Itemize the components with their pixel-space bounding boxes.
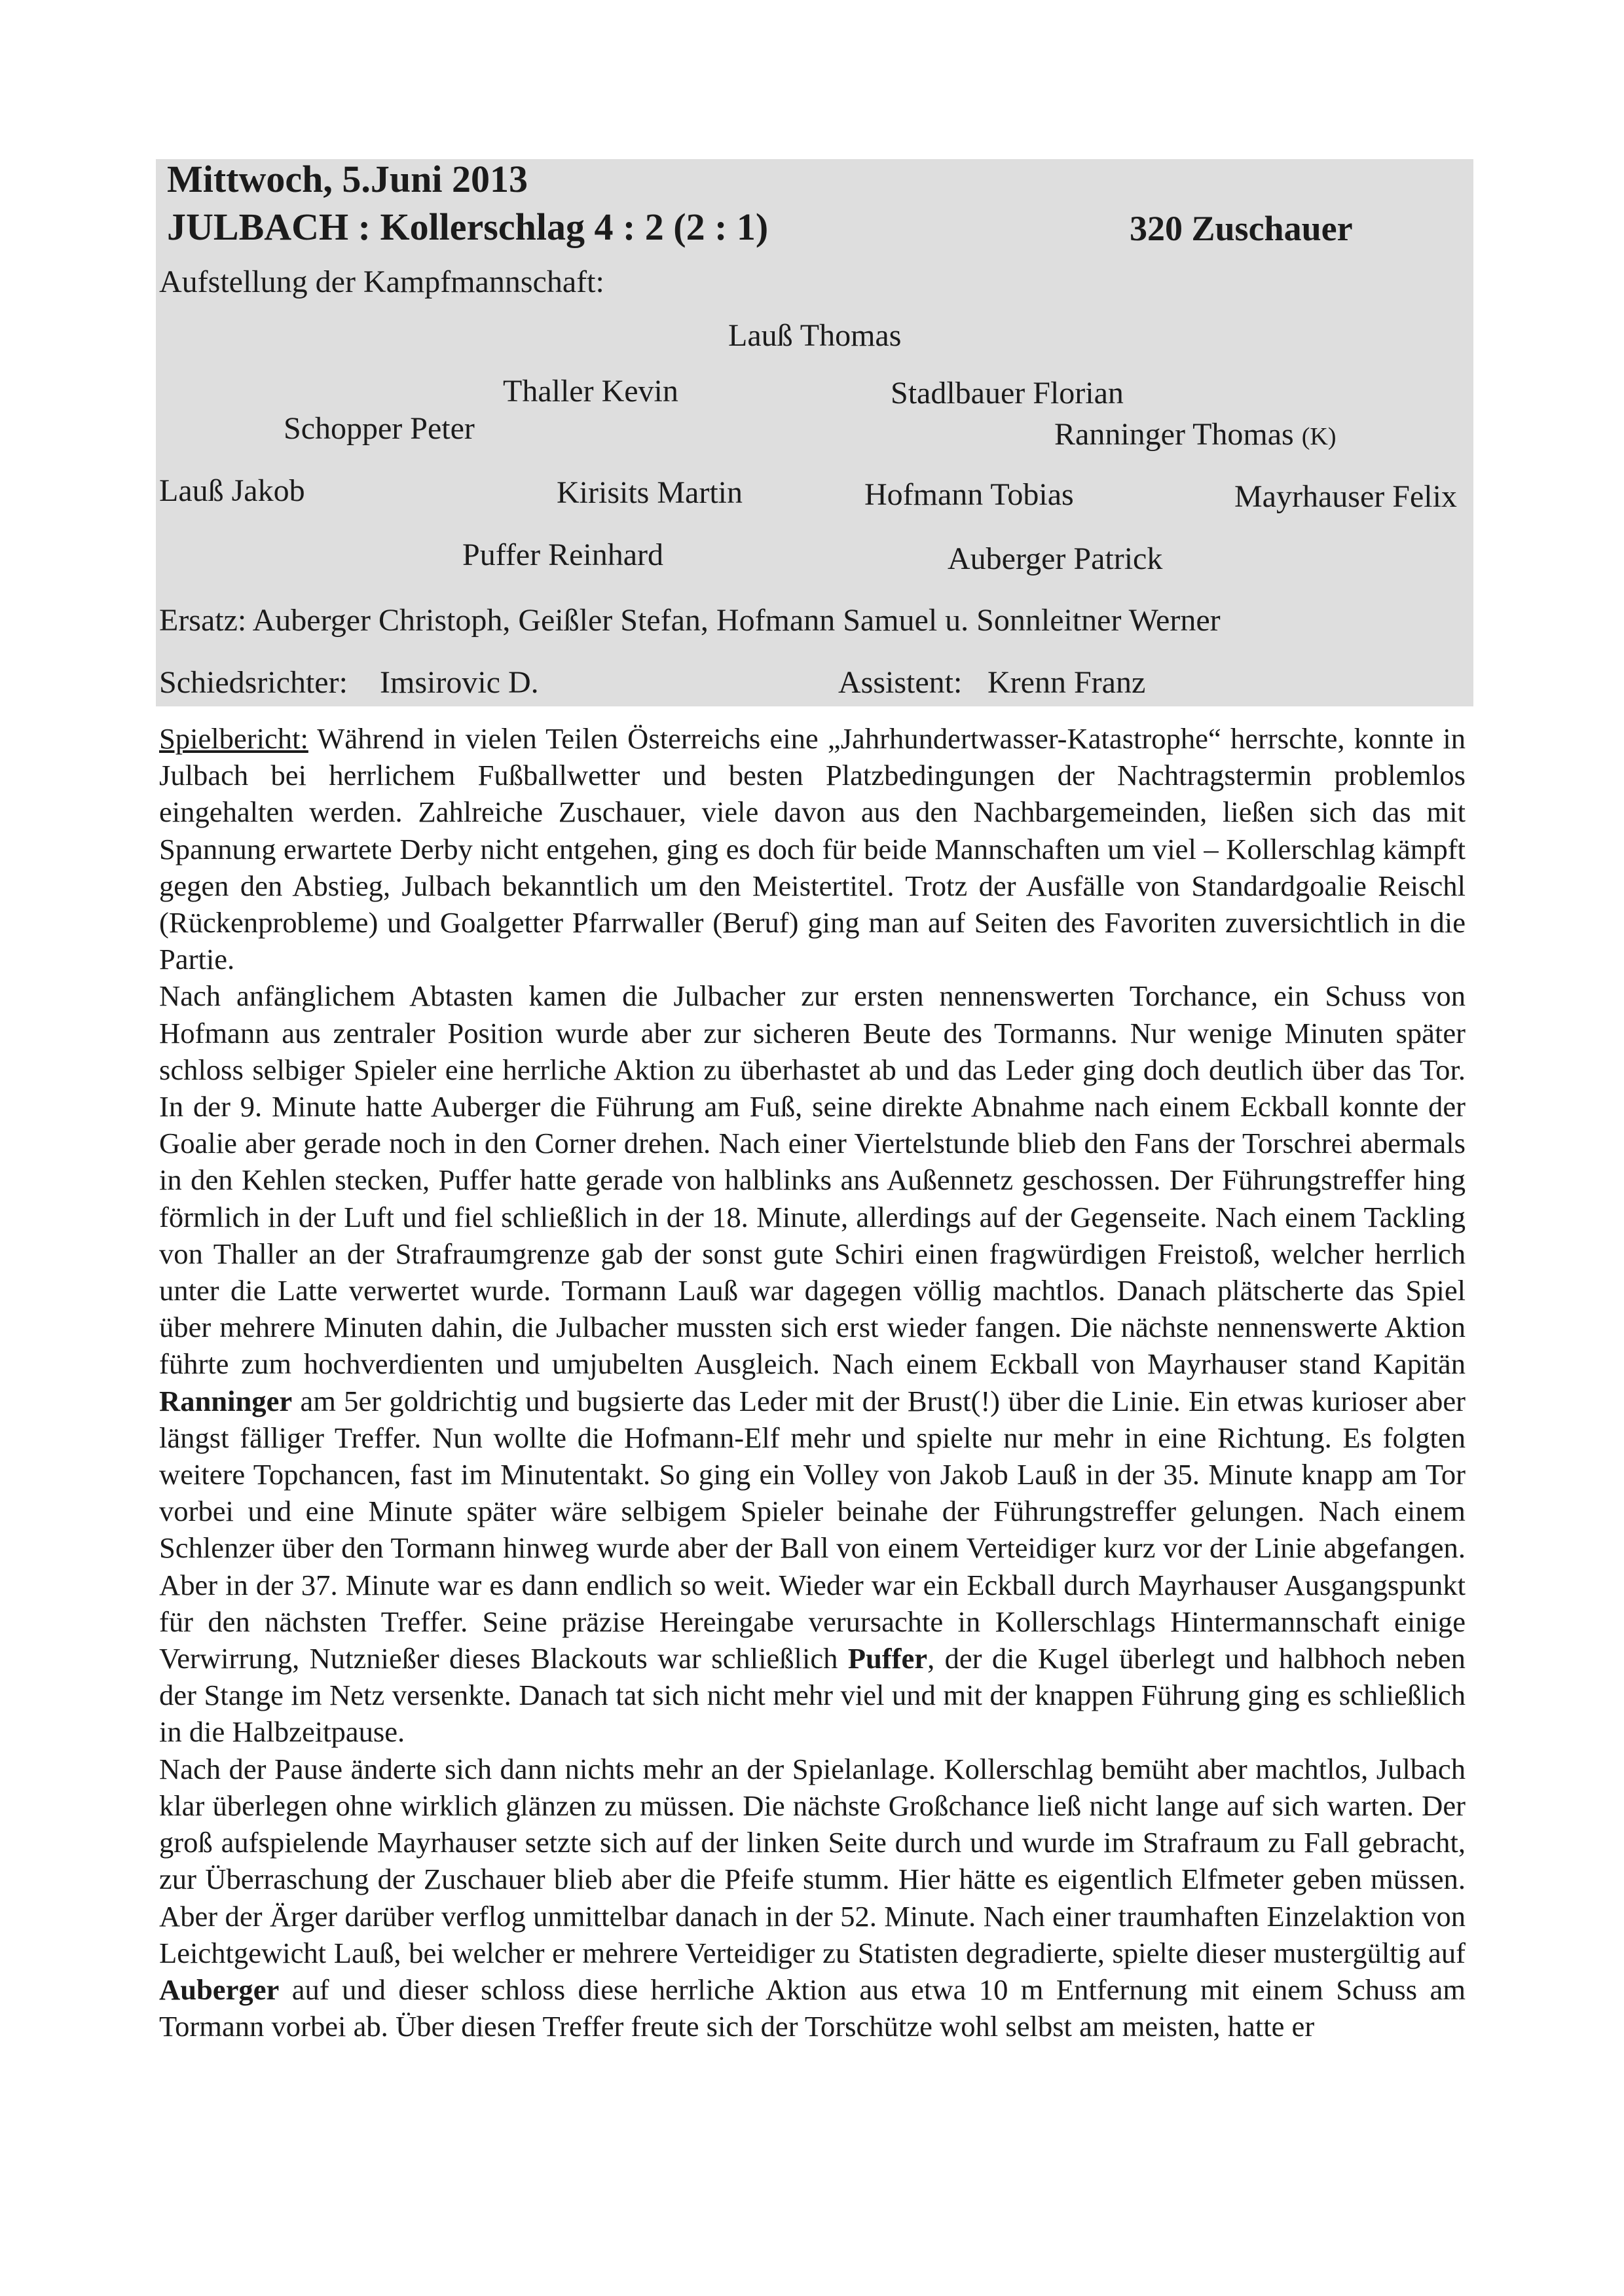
report-paragraph: Nach der Pause änderte sich dann nichts mehr an der Spielanlage. Kollerschlag bemüht aber machtlos, Julbach klar überlegen ohne wirklich glänzen zu müssen. Die nächste Großchance ließ nicht lange auf sich warten. Der groß aufspielende Mayrhauser setzte sich auf der linken Seite durch und wurde im Strafraum zu Fall gebracht, zur Überraschung der Zuschauer blieb aber die Pfeife stumm. Hier hätte es eigentlich Elfmeter geben müssen. Aber der Ärger darüber verflog unmittelbar danach in der 52. Minute. Nach einer traumhaften Einzelaktion von Leichtgewicht Lauß, bei welcher er mehrere Verteidiger zu Statisten degradierte, spielte dieser mustergültig auf Auberger auf und dieser schloss diese herrliche Aktion aus etwa 10 m Entfernung mit einem Schuss am Tormann vorbei ab. Über diesen Treffer freute sich der Torschütze wohl selbst am meisten, hatte er: [159, 1752, 1466, 2043]
scorer-name: Ranninger: [159, 1384, 293, 1417]
spectator-count: 320 Zuschauer: [1130, 209, 1353, 248]
assistant-label: Assistent:: [838, 665, 963, 700]
player-forward-right: Auberger Patrick: [948, 541, 1163, 576]
match-result: JULBACH : Kollerschlag 4 : 2 (2 : 1): [167, 206, 769, 248]
scorer-name: Puffer: [847, 1642, 928, 1675]
match-date: Mittwoch, 5.Juni 2013: [167, 158, 528, 200]
scorer-name: Auberger: [159, 1973, 280, 2006]
report-label: Spielbericht:: [159, 722, 308, 755]
player-goalkeeper: Lauß Thomas: [728, 318, 902, 353]
player-midfield-1: Lauß Jakob: [159, 473, 305, 508]
captain-mark: (K): [1301, 423, 1337, 450]
assistant-name: Krenn Franz: [987, 665, 1146, 700]
substitutes: Ersatz: Auberger Christoph, Geißler Stefan, Hofmann Samuel u. Sonnleitner Werner: [159, 603, 1221, 638]
player-midfield-3: Hofmann Tobias: [864, 477, 1074, 512]
player-midfield-2: Kirisits Martin: [557, 475, 743, 510]
player-forward-left: Puffer Reinhard: [462, 538, 664, 572]
player-defense-left-center: Thaller Kevin: [503, 374, 678, 409]
referee-name: Imsirovic D.: [380, 665, 539, 700]
player-defense-right: Ranninger Thomas (K): [1054, 417, 1337, 452]
referee-label: Schiedsrichter:: [159, 665, 348, 700]
match-report: [159, 720, 1466, 2045]
lineup-heading: Aufstellung der Kampfmannschaft:: [159, 264, 604, 299]
report-paragraph: Spielbericht: Während in vielen Teilen Österreichs eine „Jahrhundertwasser-Katastrophe“ herrschte, konnte in Julbach bei herrlichem Fußballwetter und besten Platzbedingungen der Nachtragstermin problemlos eingehalten werden. Zahlreiche Zuschauer, viele davon aus den Nachbargemeinden, ließen sich das mit Spannung erwartete Derby nicht entgehen, ging es doch für beide Mannschaften um viel – Kollerschlag kämpft gegen den Abstieg, Julbach bekanntlich um den Meistertitel. Trotz der Ausfälle von Standardgoalie Reischl (Rückenprobleme) und Goalgetter Pfarrwaller (Beruf) ging man auf Seiten des Favoriten zuversichtlich in die Partie.: [159, 722, 1466, 976]
player-midfield-4: Mayrhauser Felix: [1234, 479, 1457, 514]
report-paragraph: Nach anfänglichem Abtasten kamen die Julbacher zur ersten nennenswerten Torchance, ein Schuss von Hofmann aus zentraler Position wurde aber zur sicheren Beute des Tormanns. Nur wenige Minuten später schloss selbiger Spieler eine herrliche Aktion zu überhastet ab und das Leder ging doch deutlich über das Tor. In der 9. Minute hatte Auberger die Führung am Fuß, seine direkte Abnahme nach einem Eckball konnte der Goalie aber gerade noch in den Corner drehen. Nach einer Viertelstunde blieb den Fans der Torschrei abermals in den Kehlen stecken, Puffer hatte gerade von halblinks ans Außennetz geschossen. Der Führungstreffer hing förmlich in der Luft und fiel schließlich in der 18. Minute, allerdings auf der Gegenseite. Nach einem Tackling von Thaller an der Strafraumgrenze gab der sonst gute Schiri einen fragwürdigen Freistoß, welcher herrlich unter die Latte verwertet wurde. Tormann Lauß war dagegen völlig machtlos. Danach plätscherte das Spiel über mehrere Minuten dahin, die Julbacher mussten sich erst wieder fangen. Die nächste nennenswerte Aktion führte zum hochverdienten und umjubelten Ausgleich. Nach einem Eckball von Mayrhauser stand Kapitän Ranninger am 5er goldrichtig und bugsierte das Leder mit der Brust(!) über die Linie. Ein etwas kurioser aber längst fälliger Treffer. Nun wollte die Hofmann-Elf mehr und spielte nur mehr in eine Richtung. Es folgten weitere Topchancen, fast im Minutentakt. So ging ein Volley von Jakob Lauß in der 35. Minute knapp am Tor vorbei und eine Minute später wäre selbigem Spieler beinahe der Führungstreffer gelungen. Nach einem Schlenzer über den Tormann hinweg wurde aber der Ball von einem Verteidiger kurz vor der Linie abgefangen. Aber in der 37. Minute war es dann endlich so weit. Wieder war ein Eckball durch Mayrhauser Ausgangspunkt für den nächsten Treffer. Seine präzise Hereingabe verursachte in Kollerschlags Hintermannschaft einige Verwirrung, Nutznießer dieses Blackouts war schließlich Puffer, der die Kugel überlegt und halbhoch neben der Stange im Netz versenkte. Danach tat sich nicht mehr viel und mit der knappen Führung ging es schließlich in die Halbzeitpause.: [159, 979, 1466, 1749]
player-defense-left: Schopper Peter: [284, 411, 475, 446]
player-defense-right-center: Stadlbauer Florian: [891, 376, 1124, 410]
